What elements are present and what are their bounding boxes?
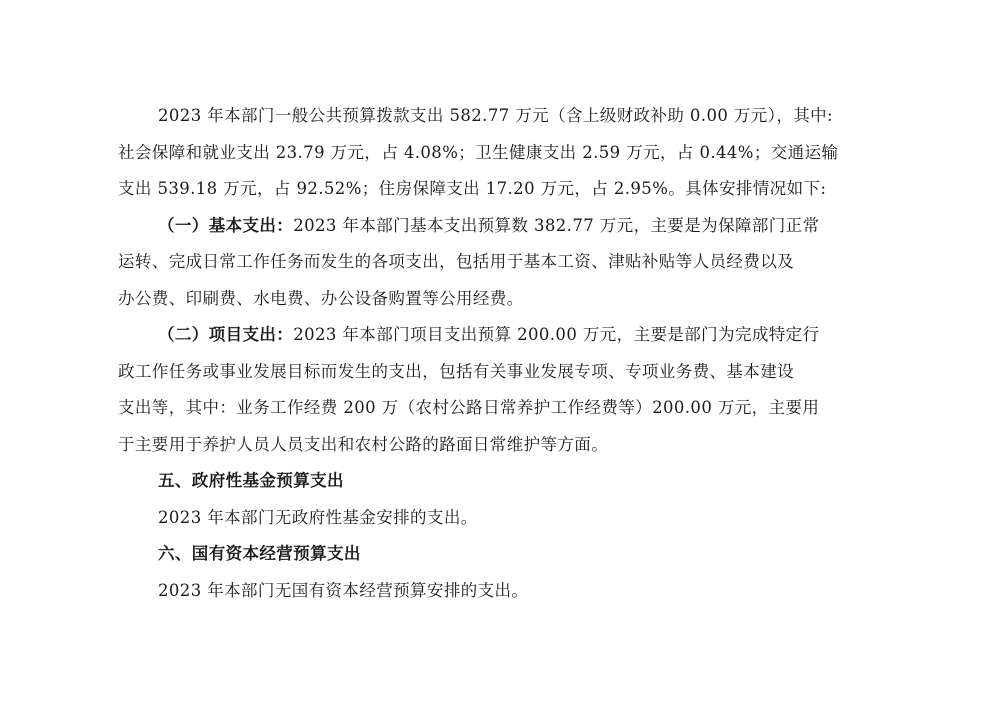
section-six-body: 2023 年本部门无国有资本经营预算安排的支出。 bbox=[158, 580, 529, 600]
paragraph-line: 办公费、印刷费、水电费、办公设备购置等公用经费。 bbox=[118, 288, 524, 308]
paragraph-line: 社会保障和就业支出 23.79 万元，占 4.08%；卫生健康支出 2.59 万元，占 0.44%；交通运输 bbox=[118, 142, 839, 162]
section-heading-five: 五、政府性基金预算支出 bbox=[158, 471, 344, 490]
project-expense-lead: （二）项目支出： bbox=[158, 325, 294, 344]
project-expense-first-line bbox=[118, 317, 888, 354]
basic-expense-text: 2023 年本部门基本支出预算数 382.77 万元，主要是为保障部门正常 bbox=[293, 215, 820, 235]
project-expense-text: 2023 年本部门项目支出预算 200.00 万元，主要是部门为完成特定行 bbox=[293, 325, 820, 344]
paragraph-line: 于主要用于养护人员人员支出和农村公路的路面日常维护等方面。 bbox=[118, 434, 609, 454]
basic-expense-lead: （一）基本支出： bbox=[158, 215, 294, 235]
section-five-body: 2023 年本部门无政府性基金安排的支出。 bbox=[158, 507, 478, 527]
paragraph-line: 支出等，其中：业务工作经费 200 万（农村公路日常养护工作经费等）200.00 万元，主要用 bbox=[118, 398, 820, 417]
document-body bbox=[118, 98, 888, 609]
section-heading-six: 六、国有资本经营预算支出 bbox=[158, 544, 361, 563]
paragraph-line: 支出 539.18 万元，占 92.52%；住房保障支出 17.20 万元，占 2.95%。具体安排情况如下: bbox=[118, 179, 827, 198]
paragraph-line: 运转、完成日常工作任务而发生的各项支出，包括用于基本工资、津贴补贴等人员经费以及 bbox=[118, 252, 794, 271]
paragraph-line: 政工作任务或事业发展目标而发生的支出，包括有关事业发展专项、专项业务费、基本建设 bbox=[118, 361, 794, 381]
paragraph-line: 2023 年本部门一般公共预算拨款支出 582.77 万元（含上级财政补助 0.00 万元），其中: bbox=[158, 106, 833, 125]
basic-expense-first-line bbox=[118, 208, 888, 245]
